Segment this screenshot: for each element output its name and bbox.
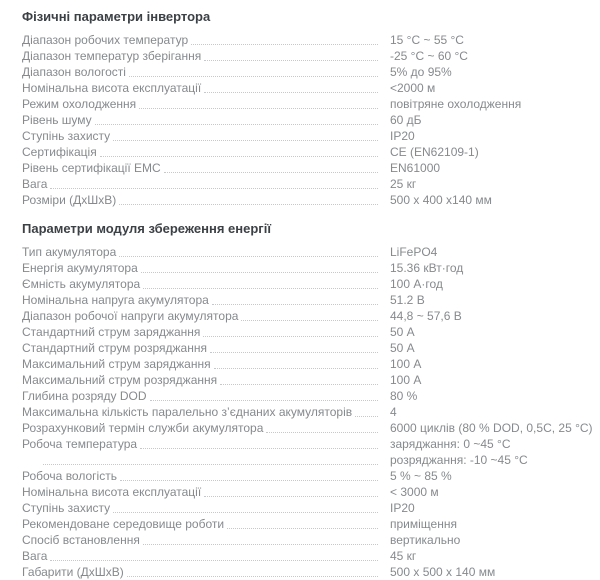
spec-label: Номінальна висота експлуатації: [22, 81, 202, 95]
spec-row: [22, 340, 600, 356]
spec-row: [22, 48, 600, 64]
spec-value: 60 дБ: [390, 113, 422, 127]
dot-leader: [204, 92, 378, 93]
spec-value: IP20: [390, 501, 415, 515]
spec-section: [22, 221, 600, 580]
spec-value: вертикально: [390, 533, 461, 547]
spec-label: Режим охолодження: [22, 97, 137, 111]
spec-value: IP20: [390, 129, 415, 143]
spec-label: Глибина розряду DOD: [22, 389, 147, 403]
spec-row: [22, 452, 600, 468]
dot-leader: [113, 512, 378, 513]
dot-leader: [50, 560, 378, 561]
dot-leader: [139, 108, 378, 109]
spec-row: [22, 192, 600, 208]
spec-row: [22, 516, 600, 532]
spec-label: Ступінь захисту: [22, 129, 111, 143]
spec-value: 45 кг: [390, 549, 417, 563]
dot-leader: [129, 76, 378, 77]
section-rows: [22, 32, 600, 208]
dot-leader: [355, 416, 378, 417]
spec-value: 4: [390, 405, 397, 419]
spec-value: LiFePO4: [390, 245, 438, 259]
spec-row: [22, 160, 600, 176]
spec-row: [22, 176, 600, 192]
spec-label: Тип акумулятора: [22, 245, 117, 259]
dot-leader: [220, 384, 378, 385]
spec-section: [22, 9, 600, 208]
spec-label: Ступінь захисту: [22, 501, 111, 515]
dot-leader: [140, 448, 378, 449]
spec-label: Діапазон робочої напруги акумулятора: [22, 309, 239, 323]
dot-leader: [214, 368, 378, 369]
spec-label: Стандартний струм заряджання: [22, 325, 201, 339]
dot-leader: [141, 272, 378, 273]
spec-label: Максимальна кількість паралельно з’єднаних акумуляторів: [22, 405, 353, 419]
spec-row: [22, 436, 600, 452]
dot-leader: [50, 188, 378, 189]
spec-row: [22, 372, 600, 388]
spec-label: Діапазон вологості: [22, 65, 126, 79]
dot-leader: [266, 432, 378, 433]
spec-row: [22, 260, 600, 276]
spec-row: [22, 112, 600, 128]
spec-label: Максимальний струм розряджання: [22, 373, 218, 387]
spec-label: Вага: [22, 177, 48, 191]
dot-leader: [164, 172, 378, 173]
dot-leader: [127, 576, 378, 577]
spec-row: [22, 276, 600, 292]
spec-row: [22, 404, 600, 420]
spec-value: < 3000 м: [390, 485, 439, 499]
spec-value: повітряне охолодження: [390, 97, 522, 111]
spec-value: 100 А: [390, 357, 422, 371]
spec-value: <2000 м: [390, 81, 436, 95]
spec-row: [22, 64, 600, 80]
dot-leader: [204, 496, 378, 497]
spec-label: Розрахунковий термін служби акумулятора: [22, 421, 264, 435]
spec-label: Габарити (ДхШхВ): [22, 565, 124, 579]
spec-row: [22, 564, 600, 580]
dot-leader: [203, 336, 378, 337]
spec-row: [22, 500, 600, 516]
dot-leader: [204, 60, 378, 61]
spec-value: 6000 циклів (80 % DOD, 0,5C, 25 °C): [390, 421, 593, 435]
spec-value: заряджання: 0 ~45 °C: [390, 437, 511, 451]
spec-value: 500 x 400 x140 мм: [390, 193, 492, 207]
spec-row: [22, 244, 600, 260]
spec-label: Стандартний струм розряджання: [22, 341, 207, 355]
spec-label: Діапазон температур зберігання: [22, 49, 202, 63]
spec-row: [22, 80, 600, 96]
spec-label: Максимальний струм заряджання: [22, 357, 211, 371]
spec-row: [22, 388, 600, 404]
spec-label: Рекомендоване середовище роботи: [22, 517, 225, 531]
spec-label: Вага: [22, 549, 48, 563]
spec-value: 44,8 ~ 57,6 В: [390, 309, 462, 323]
section-title: Фізичні параметри інвертора: [22, 9, 211, 24]
spec-label: Рівень сертифікації EMC: [22, 161, 161, 175]
spec-label: Номінальна висота експлуатації: [22, 485, 202, 499]
spec-row: [22, 324, 600, 340]
spec-row: [22, 468, 600, 484]
dot-leader: [119, 204, 378, 205]
spec-row: [22, 128, 600, 144]
spec-value: -25 °C ~ 60 °C: [390, 49, 468, 63]
spec-row: [22, 532, 600, 548]
spec-value: CE (EN62109-1): [390, 145, 479, 159]
dot-leader: [113, 140, 378, 141]
spec-label: Рівень шуму: [22, 113, 92, 127]
dot-leader: [212, 304, 378, 305]
spec-row: [22, 32, 600, 48]
dot-leader: [227, 528, 378, 529]
spec-value: розряджання: -10 ~45 °C: [390, 453, 528, 467]
section-title: Параметри модуля збереження енергії: [22, 221, 271, 236]
dot-leader: [143, 544, 378, 545]
spec-value: 5% до 95%: [390, 65, 452, 79]
dot-leader: [95, 124, 378, 125]
dot-leader: [119, 256, 378, 257]
dot-leader: [150, 400, 379, 401]
spec-row: [22, 144, 600, 160]
spec-label: Номінальна напруга акумулятора: [22, 293, 209, 307]
spec-row: [22, 308, 600, 324]
spec-row: [22, 356, 600, 372]
spec-value: 50 А: [390, 325, 415, 339]
dot-leader: [210, 352, 378, 353]
dot-leader: [143, 288, 378, 289]
spec-row: [22, 420, 600, 436]
spec-row: [22, 292, 600, 308]
spec-value: EN61000: [390, 161, 441, 175]
spec-value: 15.36 кВт·год: [390, 261, 464, 275]
spec-label: Ємність акумулятора: [22, 277, 141, 291]
spec-label: Розміри (ДхШхВ): [22, 193, 117, 207]
spec-label: Робоча температура: [22, 437, 138, 451]
spec-label: Енергія акумулятора: [22, 261, 138, 275]
spec-label: Спосіб встановлення: [22, 533, 140, 547]
spec-value: 25 кг: [390, 177, 417, 191]
spec-row: [22, 96, 600, 112]
spec-label: Діапазон робочих температур: [22, 33, 189, 47]
spec-value: 5 % ~ 85 %: [390, 469, 452, 483]
spec-value: 51.2 В: [390, 293, 425, 307]
spec-value: 50 А: [390, 341, 415, 355]
spec-value: 15 °C ~ 55 °C: [390, 33, 464, 47]
dot-leader: [100, 156, 378, 157]
section-rows: [22, 244, 600, 580]
spec-value: 100 А·год: [390, 277, 443, 291]
spec-label: Сертифікація: [22, 145, 97, 159]
spec-label: Робоча вологість: [22, 469, 117, 483]
spec-row: [22, 484, 600, 500]
spec-row: [22, 548, 600, 564]
spec-value: 100 А: [390, 373, 422, 387]
dot-leader: [120, 480, 378, 481]
dot-leader: [43, 464, 378, 465]
spec-value: 500 x 500 x 140 мм: [390, 565, 496, 579]
dot-leader: [191, 44, 378, 45]
spec-value: 80 %: [390, 389, 418, 403]
spec-value: приміщення: [390, 517, 457, 531]
dot-leader: [241, 320, 378, 321]
